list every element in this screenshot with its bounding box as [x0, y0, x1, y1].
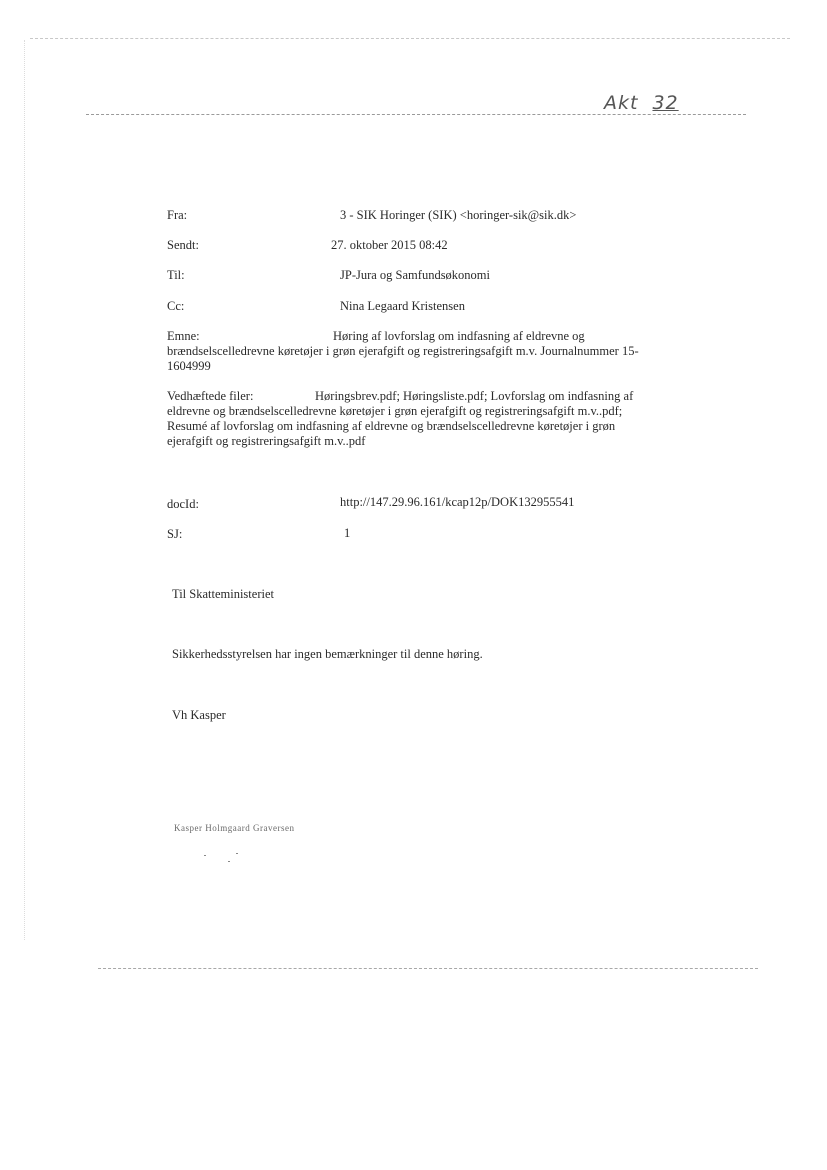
- subject-line-3: 1604999: [167, 359, 211, 373]
- sent-label: Sendt:: [167, 238, 199, 252]
- cc-label: Cc:: [167, 299, 185, 313]
- to-label: Til:: [167, 268, 185, 282]
- scan-speck: [228, 861, 230, 862]
- attachments-line-3: Resumé af lovforslag om indfasning af eldrevne og brændselscelledrevne køretøjer i grøn: [167, 419, 616, 433]
- attachments-label: Vedhæftede filer:: [167, 389, 254, 403]
- from-label: Fra:: [167, 208, 188, 222]
- scan-speck: [204, 855, 206, 856]
- scan-left-edge: [24, 40, 25, 940]
- sent-value: 27. oktober 2015 08:42: [331, 238, 448, 252]
- subject-line-2: brændselscelledrevne køretøjer i grøn ejerafgift og registreringsafgift m.v. Journalnummer 15-: [167, 344, 639, 358]
- closing: Vh Kasper: [172, 708, 226, 722]
- cc-value: Nina Legaard Kristensen: [340, 299, 465, 313]
- top-divider: [86, 114, 746, 115]
- message: Sikkerhedsstyrelsen har ingen bemærkninger til denne høring.: [172, 647, 483, 661]
- from-value: 3 - SIK Horinger (SIK) <horinger-sik@sik.dk>: [340, 208, 577, 222]
- sj-label: SJ:: [167, 527, 183, 541]
- attachments-line-1: Høringsbrev.pdf; Høringsliste.pdf; Lovforslag om indfasning af: [315, 389, 634, 403]
- to-value: JP-Jura og Samfundsøkonomi: [340, 268, 490, 282]
- subject-label: Emne:: [167, 329, 200, 343]
- docid-label: docId:: [167, 497, 199, 511]
- subject-line-1: Høring af lovforslag om indfasning af eldrevne og: [333, 329, 585, 343]
- akt-stamp: [604, 92, 714, 120]
- signature: Kasper Holmgaard Graversen: [174, 823, 295, 833]
- scan-top-edge: [30, 38, 790, 39]
- bottom-divider: [98, 968, 758, 969]
- sj-value: 1: [344, 526, 351, 540]
- docid-value: http://147.29.96.161/kcap12p/DOK132955541: [340, 495, 575, 509]
- greeting: Til Skatteministeriet: [172, 587, 274, 601]
- akt-stamp-label: Akt: [604, 92, 639, 114]
- akt-stamp-number: 32: [652, 92, 679, 114]
- scan-speck: [236, 853, 238, 854]
- attachments-line-2: eldrevne og brændselscelledrevne køretøjer i grøn ejerafgift og registreringsafgift m.v..pdf;: [167, 404, 623, 418]
- attachments-line-4: ejerafgift og registreringsafgift m.v..pdf: [167, 434, 366, 448]
